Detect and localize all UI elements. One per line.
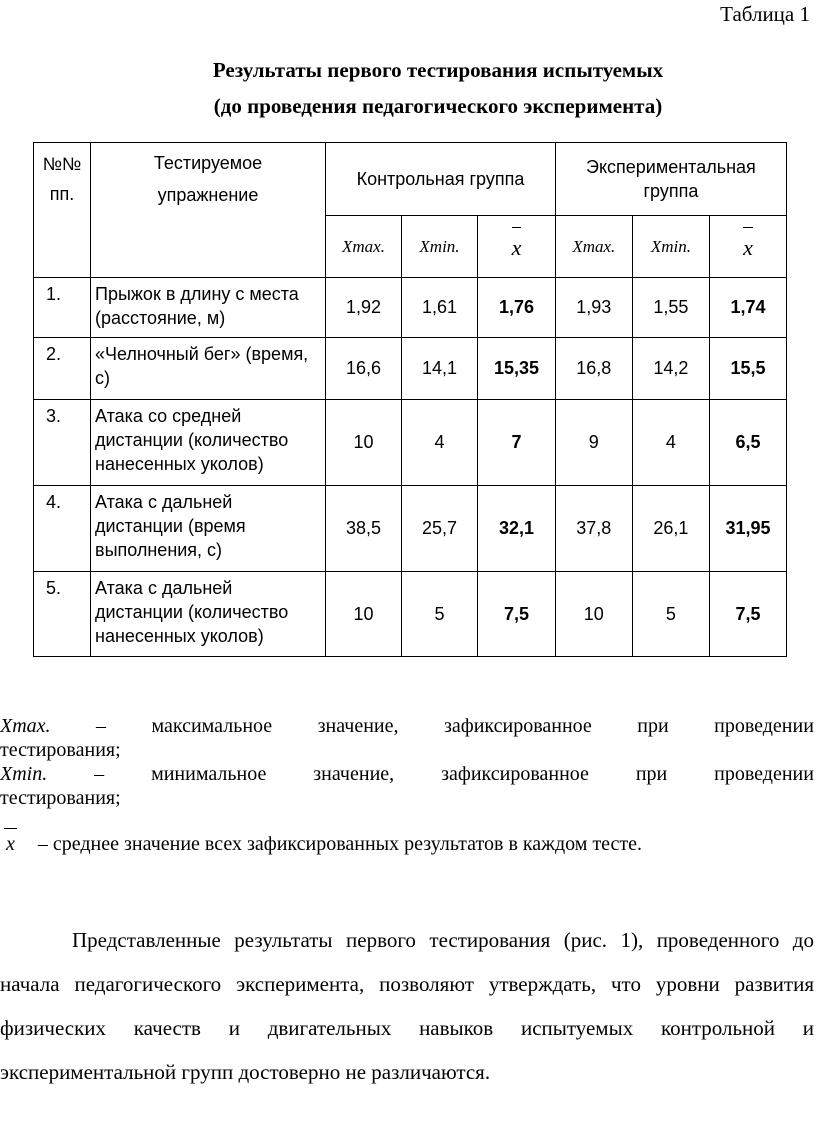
- table-row: [34, 400, 787, 486]
- control-mean: 15,35: [478, 338, 556, 400]
- table-caption: Таблица 1: [720, 2, 810, 26]
- control-min: 14,1: [402, 338, 478, 400]
- control-min: 5: [402, 572, 478, 657]
- control-mean: 7: [478, 400, 556, 486]
- subheader-exp-xmax: Xmax.: [556, 216, 633, 278]
- note-mean-text: – среднее значение всех зафиксированных результатов в каждом тесте.: [37, 833, 643, 855]
- control-max: 10: [326, 400, 402, 486]
- note-word: значение,: [317, 715, 399, 737]
- mean-symbol: x: [6, 833, 15, 855]
- exp-max: 1,93: [556, 278, 633, 338]
- subheader-control-xmin: Xmin.: [402, 216, 478, 278]
- subheader-exp-xmin: Xmin.: [632, 216, 710, 278]
- body-paragraph: Представленные результаты первого тестирования (рис. 1), проведенного до начала педагогического эксперимента, позволяют утверждать, что уровни развития физических качеств и двигательных навыков испытуемых контрольной и экспериментальной групп достоверно не различаются.: [0, 928, 814, 1084]
- table-row: [34, 486, 787, 572]
- note-term: Xmax.: [0, 715, 51, 737]
- mean-symbol: x: [511, 234, 522, 260]
- exp-min: 4: [632, 400, 710, 486]
- row-number: 2.: [34, 338, 91, 400]
- header-exercise: [91, 143, 326, 278]
- note-word: значение,: [313, 763, 395, 785]
- results-table: [33, 142, 787, 657]
- note-xmin: [0, 762, 814, 786]
- exp-mean: 7,5: [710, 572, 787, 657]
- exp-mean: 6,5: [710, 400, 787, 486]
- control-max: 16,6: [326, 338, 402, 400]
- header-number-line-2: пп.: [49, 184, 75, 204]
- table-title-line-1: Результаты первого тестирования испытуемых: [212, 58, 664, 82]
- exp-max: 9: [556, 400, 633, 486]
- note-word: максимальное: [151, 715, 273, 737]
- control-mean: 7,5: [478, 572, 556, 657]
- control-max: 1,92: [326, 278, 402, 338]
- note-word: проведении: [714, 715, 814, 737]
- header-number-line-1: №№: [42, 154, 82, 174]
- subheader-control-mean: [478, 216, 556, 278]
- exp-mean: 1,74: [710, 278, 787, 338]
- header-exercise-line-2: упражнение: [157, 185, 259, 205]
- table-row: [34, 338, 787, 400]
- table-row: [34, 278, 787, 338]
- table-row: [34, 572, 787, 657]
- exp-min: 1,55: [632, 278, 710, 338]
- control-mean: 1,76: [478, 278, 556, 338]
- row-exercise: Атака с дальней дистанции (количество нанесенных уколов): [91, 572, 326, 657]
- note-xmax: [0, 714, 814, 738]
- legend-notes: [0, 714, 814, 856]
- note-word: –: [94, 763, 105, 785]
- row-exercise: Атака со средней дистанции (количество нанесенных уколов): [91, 400, 326, 486]
- row-exercise: Прыжок в длину с места (расстояние, м): [91, 278, 326, 338]
- note-xmin-tail: тестирования;: [0, 787, 121, 809]
- control-min: 1,61: [402, 278, 478, 338]
- control-max: 10: [326, 572, 402, 657]
- note-word: при: [635, 763, 668, 785]
- control-max: 38,5: [326, 486, 402, 572]
- control-min: 4: [402, 400, 478, 486]
- exp-mean: 15,5: [710, 338, 787, 400]
- note-xmax-tail: тестирования;: [0, 739, 121, 761]
- exp-min: 14,2: [632, 338, 710, 400]
- row-number: 1.: [34, 278, 91, 338]
- header-control-group: Контрольная группа: [326, 143, 556, 216]
- note-mean: [0, 832, 814, 856]
- subheader-exp-mean: [710, 216, 787, 278]
- exp-min: 26,1: [632, 486, 710, 572]
- control-min: 25,7: [402, 486, 478, 572]
- header-experimental-group: Экспериментальная группа: [556, 143, 787, 216]
- row-exercise: Атака с дальней дистанции (время выполнения, с): [91, 486, 326, 572]
- exp-max: 37,8: [556, 486, 633, 572]
- exp-max: 16,8: [556, 338, 633, 400]
- exp-min: 5: [632, 572, 710, 657]
- header-exercise-line-1: Тестируемое: [153, 153, 263, 173]
- row-number: 4.: [34, 486, 91, 572]
- note-word: –: [96, 715, 106, 737]
- table-title-line-2: (до проведения педагогического эксперимента): [213, 94, 663, 118]
- mean-symbol: x: [743, 234, 753, 260]
- exp-max: 10: [556, 572, 633, 657]
- note-term: Xmin.: [0, 763, 48, 785]
- note-word: зафиксированное: [443, 715, 592, 737]
- note-word: минимальное: [151, 763, 267, 785]
- row-exercise: «Челночный бег» (время, с): [91, 338, 326, 400]
- note-word: зафиксированное: [441, 763, 589, 785]
- note-word: проведении: [714, 763, 814, 785]
- control-mean: 32,1: [478, 486, 556, 572]
- row-number: 5.: [34, 572, 91, 657]
- exp-mean: 31,95: [710, 486, 787, 572]
- row-number: 3.: [34, 400, 91, 486]
- subheader-control-xmax: Xmax.: [326, 216, 402, 278]
- note-word: при: [637, 715, 669, 737]
- header-number: [34, 143, 91, 278]
